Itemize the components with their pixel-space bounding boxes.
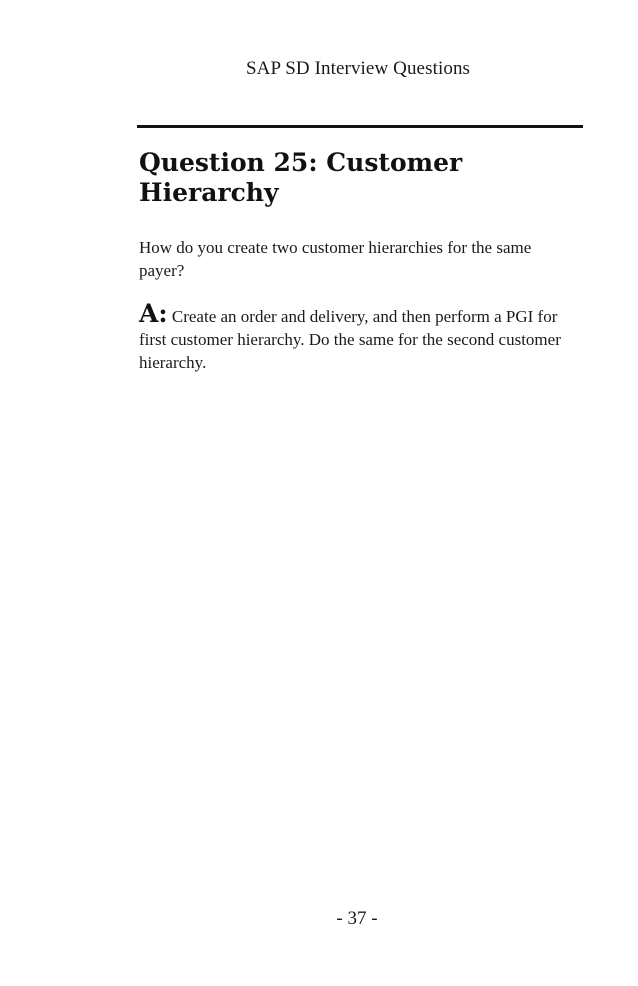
header-divider [137,125,583,128]
question-title: Question 25: Customer Hierarchy [139,148,463,207]
answer-text: Create an order and delivery, and then perform a PGI for first customer hierarchy. Do the same for the second customer hierarchy. [139,307,561,372]
answer-paragraph [139,299,569,374]
question-text: How do you create two customer hierarchies for the same payer? [139,238,532,280]
page-number: - 37 - [336,908,378,929]
answer-label: A: [139,299,168,328]
running-header-title: SAP SD Interview Questions [245,58,471,79]
running-header [0,58,638,80]
page-number-footer [0,908,638,930]
